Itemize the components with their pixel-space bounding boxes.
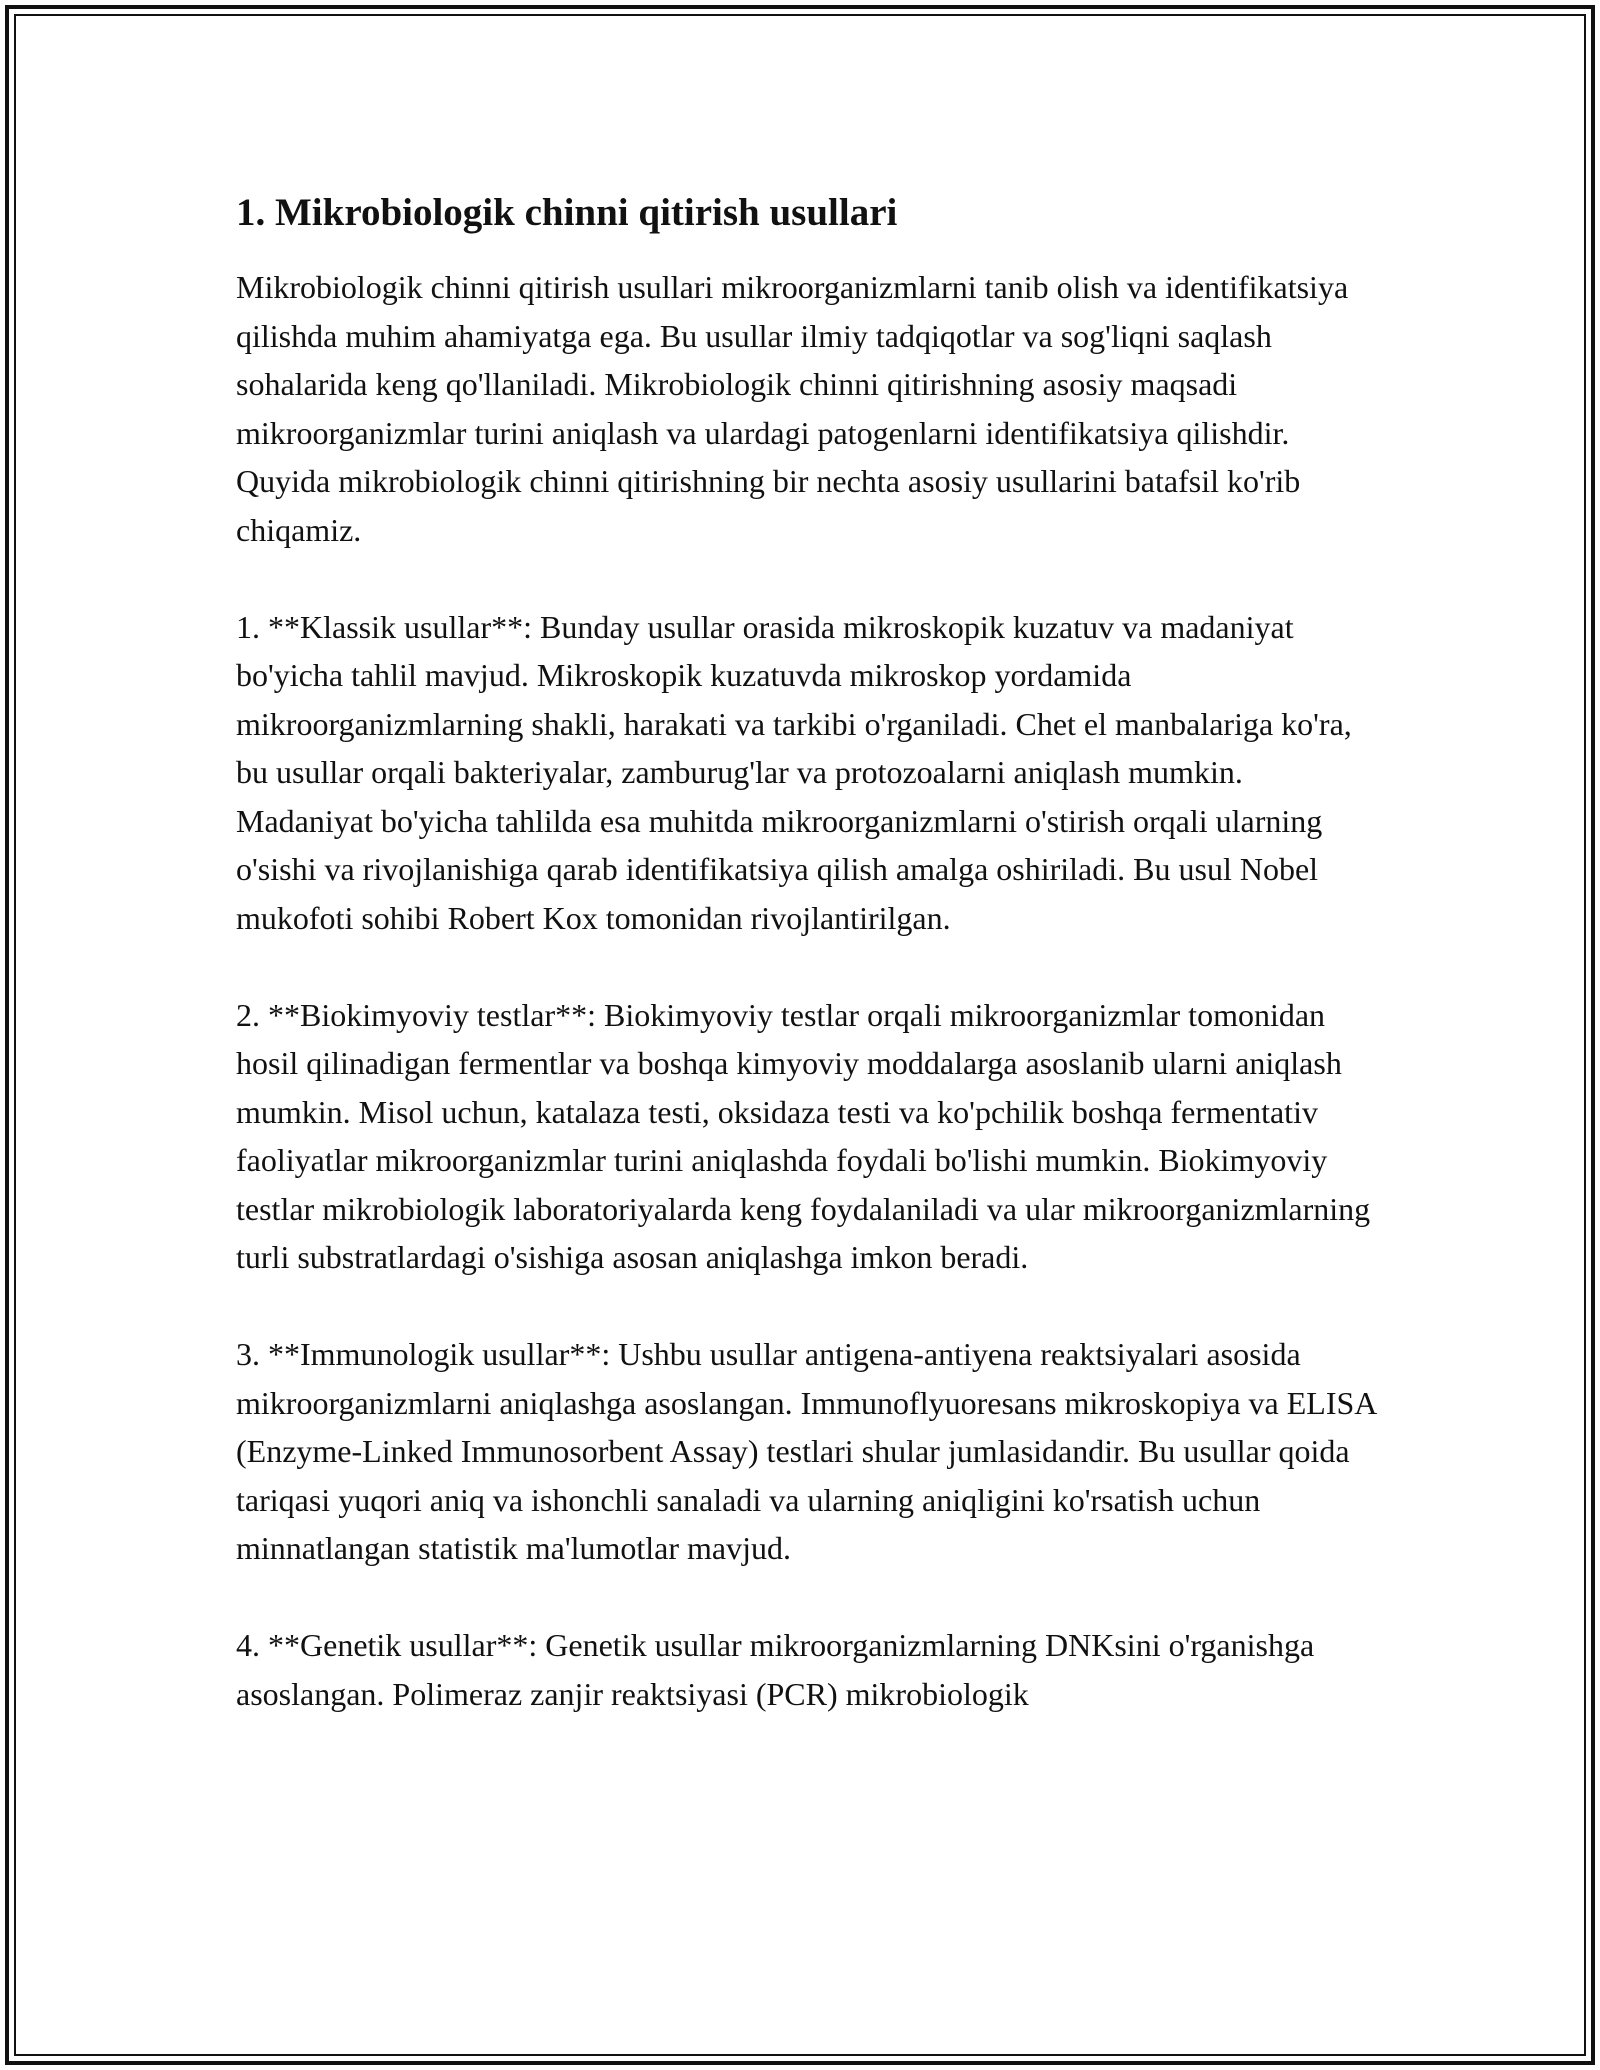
biochemical-tests-paragraph: 2. **Biokimyoviy testlar**: Biokimyoviy testlar orqali mikroorganizmlar tomonidan hosil qilinadigan fermentlar va boshqa kimyoviy moddalarga asoslanib ularni aniqlash mumkin. Misol uchun, katalaza testi, oksidaza testi va ko'pchilik boshqa fermentativ faoliyatlar mikroorganizmlar turini aniqlashda foydali bo'lishi mumkin. Biokimyoviy testlar mikrobiologik laboratoriyalarda keng foydalaniladi va ular mikroorganizmlarning turli substratlardagi o'sishiga asosan aniqlashga imkon beradi. [236,996,1371,1275]
intro-paragraph: Mikrobiologik chinni qitirish usullari mikroorganizmlarni tanib olish va identifikatsiya qilishda muhim ahamiyatga ega. Bu usullar ilmiy tadqiqotlar va sog'liqni saqlash sohalarida keng qo'llaniladi. Mikrobiologik chinni qitirishning asosiy maqsadi mikroorganizmlar turini aniqlash va ulardagi patogenlarni identifikatsiya qilishdir. Quyida mikrobiologik chinni qitirishning bir nechta asosiy usullarini batafsil ko'rib chiqamiz. [236,269,1349,548]
section-heading: 1. Mikrobiologik chinni qitirish usullari [236,191,898,234]
document-body [236,185,1376,1767]
immunological-methods-paragraph: 3. **Immunologik usullar**: Ushbu usullar antigena-antiyena reaktsiyalari asosida mikroorganizmlarni aniqlashga asoslangan. Immunoflyuoresans mikroskopiya va ELISA (Enzyme-Linked Immunosorbent Assay) testlari shular jumlasidandir. Bu usullar qoida tariqasi yuqori aniq va ishonchli sanaladi va ularning aniqligini ko'rsatish uchun minnatlangan statistik ma'lumotlar mavjud. [236,1336,1376,1566]
genetic-methods-paragraph: 4. **Genetik usullar**: Genetik usullar mikroorganizmlarning DNKsini o'rganishga asoslangan. Polimeraz zanjir reaktsiyasi (PCR) mikrobiologik [236,1627,1315,1712]
classic-methods-paragraph: 1. **Klassik usullar**: Bunday usullar orasida mikroskopik kuzatuv va madaniyat bo'yicha tahlil mavjud. Mikroskopik kuzatuvda mikroskop yordamida mikroorganizmlarning shakli, harakati va tarkibi o'rganiladi. Chet el manbalariga ko'ra, bu usullar orqali bakteriyalar, zamburug'lar va protozoalarni aniqlash mumkin. Madaniyat bo'yicha tahlilda esa muhitda mikroorganizmlarni o'stirish orqali ularning o'sishi va rivojlanishiga qarab identifikatsiya qilish amalga oshiriladi. Bu usul Nobel mukofoti sohibi Robert Kox tomonidan rivojlantirilgan. [236,608,1352,936]
